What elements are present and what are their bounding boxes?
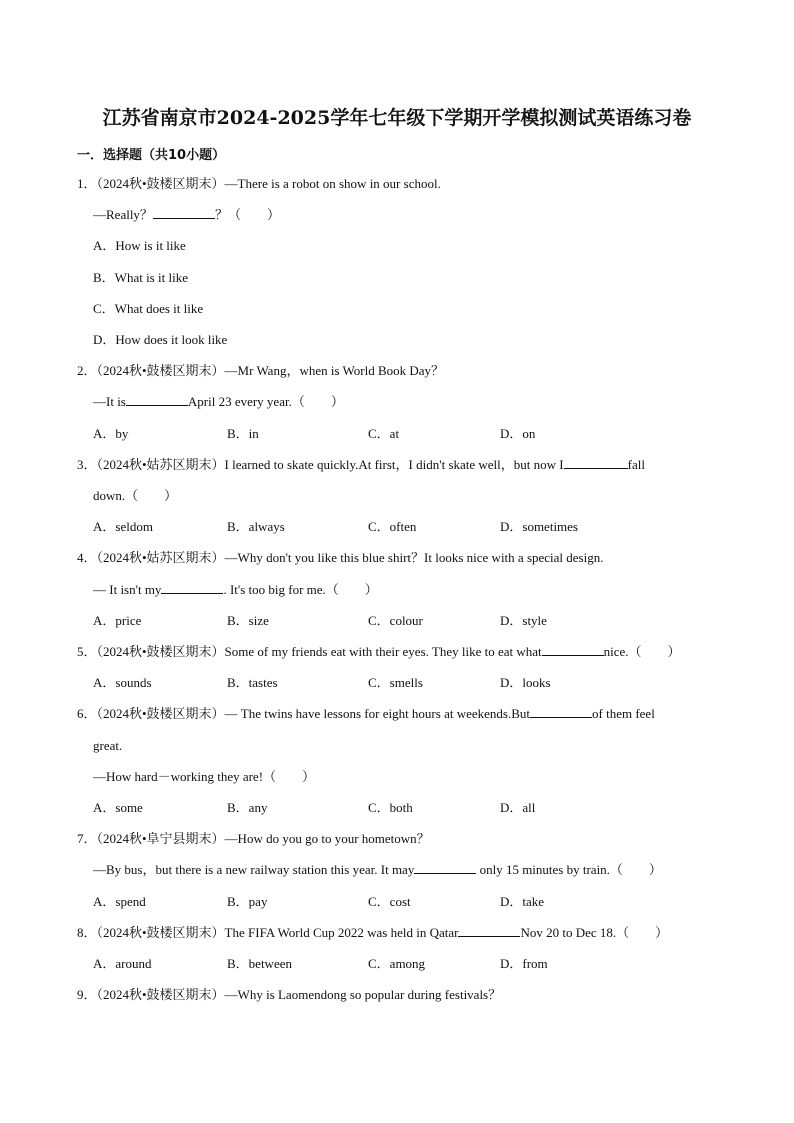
question-7-line2a: —By bus，but there is a new railway station this year. It may [93,862,415,877]
question-3-option-d[interactable]: D．sometimes [500,519,578,534]
question-2-dialogue [93,393,344,410]
question-4-dialogue [93,581,378,598]
question-1-line2a: —Really？ [93,207,153,222]
question-1-option-c[interactable]: C．What does it like [93,301,204,316]
question-4-option-d[interactable]: D．style [500,613,547,628]
question-8-option-c[interactable]: C．among [368,956,426,971]
question-8-option-d[interactable]: D．from [500,956,548,971]
question-3-line2: down.（ ） [93,488,178,503]
question-3-option-c[interactable]: C．often [368,519,417,534]
question-6-line2: great. [93,738,123,753]
question-2-stem: 2．（2024秋•鼓楼区期末）—Mr Wang，when is World Book Day？ [77,363,445,378]
question-1-option-a[interactable]: A．How is it like [93,238,186,253]
answer-blank [564,456,628,469]
question-5-stem [77,643,681,660]
question-5-line1b: nice.（ ） [603,644,681,659]
question-7-option-a[interactable]: A．spend [93,894,146,909]
question-1-option-d[interactable]: D．How does it look like [93,332,228,347]
question-3-option-a[interactable]: A．seldom [93,519,153,534]
question-5-option-c[interactable]: C．smells [368,675,423,690]
question-6-line1a: 6．（2024秋•鼓楼区期末）— The twins have lessons for eight hours at weekends.But [77,706,530,721]
question-4-option-c[interactable]: C．colour [368,613,423,628]
question-7-dialogue [93,861,662,878]
question-1-dialogue [93,206,280,223]
page-title: 江苏省南京市2024-2025学年七年级下学期开学模拟测试英语练习卷 [102,107,692,129]
question-7-line2b: only 15 minutes by train.（ ） [476,862,662,877]
question-2-option-d[interactable]: D．on [500,426,536,441]
question-3-line1a: 3．（2024秋•姑苏区期末）I learned to skate quickly.At first，I didn't skate well，but now I [77,457,564,472]
question-7-option-c[interactable]: C．cost [368,894,411,909]
answer-blank [530,705,592,718]
question-5-option-b[interactable]: B．tastes [227,675,278,690]
question-6-option-c[interactable]: C．both [368,800,413,815]
section-heading: 一．选择题（共10小题） [77,148,226,163]
question-2-line2b: April 23 every year.（ ） [187,394,344,409]
question-2-option-c[interactable]: C．at [368,426,400,441]
question-3-line1b: fall [627,457,645,472]
question-8-line1a: 8．（2024秋•鼓楼区期末）The FIFA World Cup 2022 was held in Qatar [77,925,459,940]
question-9-stem: 9．（2024秋•鼓楼区期末）—Why is Laomendong so popular during festivals？ [77,987,502,1002]
question-6-option-b[interactable]: B．any [227,800,268,815]
question-4-line2a: — It isn't my [93,582,162,597]
question-8-option-b[interactable]: B．between [227,956,292,971]
question-4-option-b[interactable]: B．size [227,613,269,628]
question-1-stem: 1．（2024秋•鼓楼区期末）—There is a robot on show in our school. [77,176,441,191]
answer-blank [153,206,215,219]
question-2-option-a[interactable]: A．by [93,426,129,441]
question-7-option-d[interactable]: D．take [500,894,545,909]
question-1-option-b[interactable]: B．What is it like [93,270,188,285]
answer-blank [458,924,520,937]
question-6-line1b: of them feel [592,706,655,721]
question-8-option-a[interactable]: A．around [93,956,152,971]
question-5-option-d[interactable]: D．looks [500,675,551,690]
question-6-stem [77,705,655,722]
question-4-stem: 4．（2024秋•姑苏区期末）—Why don't you like this blue shirt？It looks nice with a special design. [77,550,604,565]
question-3-stem [77,456,645,473]
question-1-line2b: ？（ ） [214,207,280,222]
question-8-stem [77,924,668,941]
question-6-option-d[interactable]: D．all [500,800,536,815]
question-4-option-a[interactable]: A．price [93,613,142,628]
question-4-line2b: . It's too big for me.（ ） [223,582,378,597]
question-2-option-b[interactable]: B．in [227,426,259,441]
question-6-line3: —How hard－working they are!（ ） [93,769,316,784]
question-3-option-b[interactable]: B．always [227,519,285,534]
question-8-line1b: Nov 20 to Dec 18.（ ） [520,925,669,940]
question-2-line2a: —It is [93,394,126,409]
answer-blank [161,581,223,594]
question-5-line1a: 5．（2024秋•鼓楼区期末）Some of my friends eat with their eyes. They like to eat what [77,644,542,659]
question-5-option-a[interactable]: A．sounds [93,675,152,690]
question-7-option-b[interactable]: B．pay [227,894,268,909]
question-7-stem: 7．（2024秋•阜宁县期末）—How do you go to your hometown？ [77,831,430,846]
answer-blank [542,643,604,656]
answer-blank [126,393,188,406]
answer-blank [414,861,476,874]
question-6-option-a[interactable]: A．some [93,800,143,815]
